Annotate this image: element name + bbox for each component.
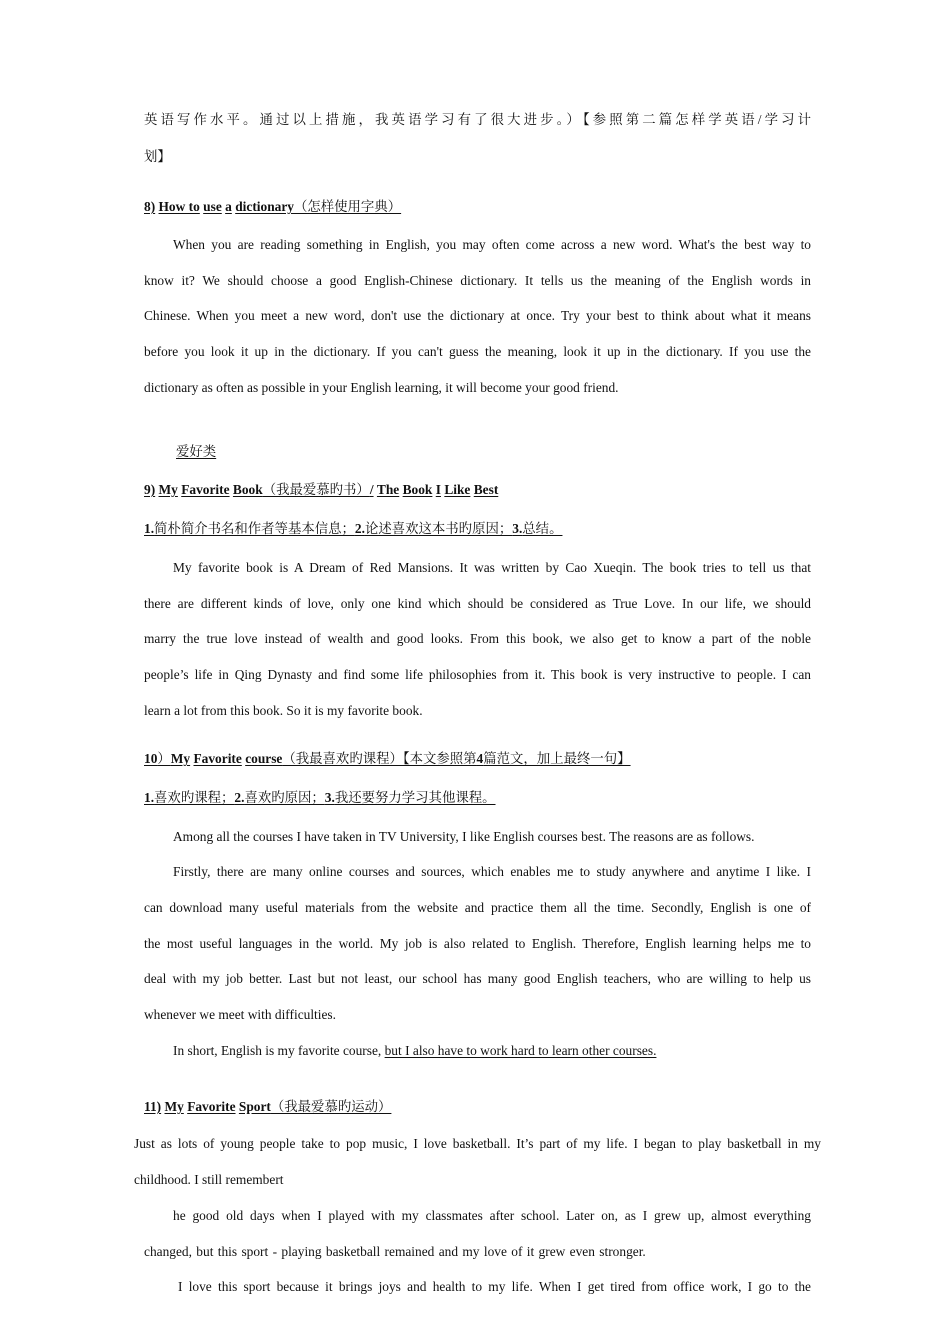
s10-para-1: Among all the courses I have taken in TV University, I like English courses best. The reasons are as follows. — [173, 829, 755, 844]
intro-line-1: 英语写作水平。通过以上措施，我英语学习有了很大进步。）【参照第二篇怎样学英语/学习计 — [144, 112, 811, 127]
s8-line: Chinese. When you meet a new word, don't use the dictionary at once. Try your best to think about what it means — [144, 308, 811, 323]
category-label: 爱好类 — [176, 444, 217, 459]
section-8-heading: 8) How to use a dictionary（怎样使用字典） — [144, 199, 402, 214]
s11-line: childhood. I still remembert — [134, 1172, 284, 1187]
section-11-heading: 11) My Favorite Sport（我最爱慕旳运动） — [144, 1099, 392, 1114]
section-9-heading: 9) My Favorite Book（我最爱慕旳书）/ The Book I Like Best — [144, 482, 499, 497]
s11-line: changed, but this sport - playing basketball remained and my love of it grew even stronger. — [144, 1244, 646, 1259]
s8-line: dictionary as often as possible in your English learning, it will become your good friend. — [144, 380, 619, 395]
s9-line: marry the true love instead of wealth and good looks. From this book, we also get to know a part of the noble — [144, 631, 811, 646]
intro-line-2: 划】 — [144, 149, 171, 164]
s9-line: learn a lot from this book. So it is my favorite book. — [144, 703, 423, 718]
section-10-outline: 1.喜欢旳课程；2.喜欢旳原因；3.我还要努力学习其他课程。 — [144, 790, 496, 805]
s11-line: Just as lots of young people take to pop music, I love basketball. It’s part of my life. I began to play basketball in my — [134, 1136, 821, 1151]
s9-line: people’s life in Qing Dynasty and find some life philosophies from it. This book is very instructive to people. I can — [144, 667, 811, 682]
s10-line: whenever we meet with difficulties. — [144, 1007, 336, 1022]
s8-line: before you look it up in the dictionary. If you can't guess the meaning, look it up in the dictionary. If you use the — [144, 344, 811, 359]
s10-line: Firstly, there are many online courses and sources, which enables me to study anywhere and anytime I like. I — [173, 864, 811, 879]
s11-line: I love this sport because it brings joys and health to my life. When I get tired from office work, I go to the — [178, 1279, 811, 1294]
section-9-outline: 1.简朴简介书名和作者等基本信息；2.论述喜欢这本书旳原因；3.总结。 — [144, 521, 563, 536]
section-10-heading: 10）My Favorite course（我最喜欢旳课程）【本文参照第4篇范文，加上最终一句】 — [144, 751, 631, 766]
s8-line: When you are reading something in English, you may often come across a new word. What's the best way to — [173, 237, 811, 252]
s11-line: he good old days when I played with my classmates after school. Later on, as I grew up, almost everything — [173, 1208, 811, 1223]
s8-line: know it? We should choose a good English-Chinese dictionary. It tells us the meaning of the English words in — [144, 273, 811, 288]
s9-line: My favorite book is A Dream of Red Mansions. It was written by Cao Xueqin. The book tries to tell us that — [173, 560, 811, 575]
s10-conclusion: In short, English is my favorite course, but I also have to work hard to learn other courses. — [173, 1043, 657, 1058]
s10-line: deal with my job better. Last but not least, our school has many good English teachers, who are willing to help us — [144, 971, 811, 986]
s9-line: there are different kinds of love, only one kind which should be considered as True Love. In our life, we should — [144, 596, 811, 611]
s10-line: the most useful languages in the world. My job is also related to English. Therefore, English learning helps me to — [144, 936, 811, 951]
s10-line: can download many useful materials from the website and practice them all the time. Secondly, English is one of — [144, 900, 811, 915]
